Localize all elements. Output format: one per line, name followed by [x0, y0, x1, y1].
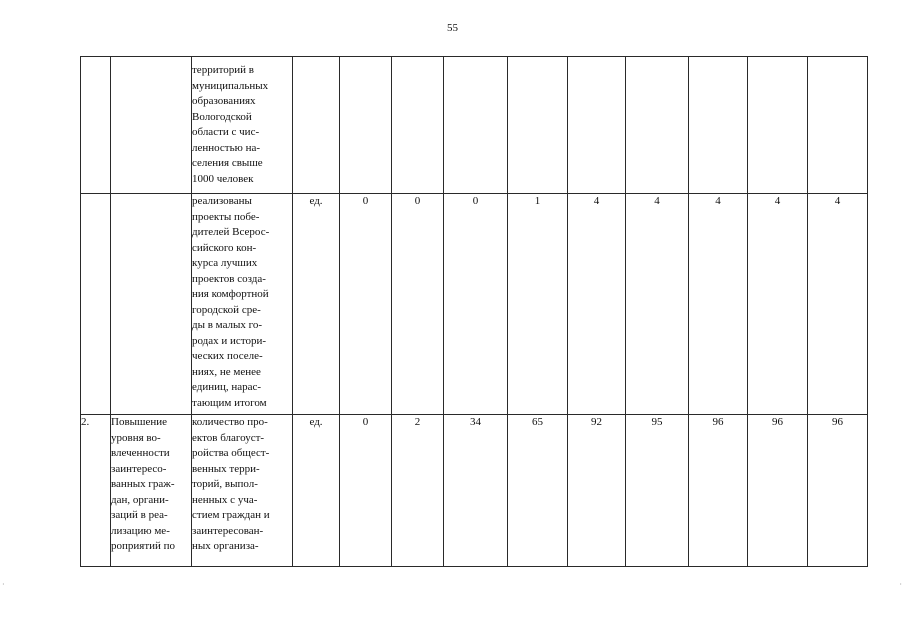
cell-line: 1000 человек: [192, 172, 254, 185]
cell-line: реализованы: [192, 195, 252, 207]
cell-line: ниях, не менее: [192, 365, 261, 378]
value-cell: [748, 57, 808, 194]
value-cell: 2: [392, 415, 444, 567]
cell-line: единиц, нарас-: [192, 381, 262, 393]
cell-line: муниципальных: [192, 79, 269, 92]
table-row: [81, 57, 868, 194]
cell-line: стием граждан и: [192, 509, 270, 521]
value-cell: 0: [444, 194, 508, 415]
value-cell: 34: [444, 415, 508, 567]
value-cell: [508, 57, 568, 194]
cell-line: ненных с уча-: [192, 493, 258, 506]
cell-line: дителей Всерос-: [192, 226, 270, 238]
cell-line: ванных граж-: [111, 478, 175, 490]
value-cell: [444, 57, 508, 194]
value-cell: 1: [508, 194, 568, 415]
value-cell: [808, 57, 868, 194]
cell-line: курса лучших: [192, 257, 258, 269]
indicator-table: [80, 56, 868, 567]
indicator-cell: [192, 57, 293, 194]
cell-line: ния комфортной: [192, 288, 269, 300]
row-number-cell: 2.: [81, 415, 111, 567]
cell-line: области с чис-: [192, 126, 260, 138]
value-cell: [568, 57, 626, 194]
value-cell: 92: [568, 415, 626, 567]
cell-line: ды в малых го-: [192, 319, 263, 331]
cell-line: роприятий по: [111, 540, 176, 552]
scan-mark-right: ·: [899, 580, 902, 589]
unit-cell: ед.: [293, 415, 340, 567]
cell-line: Вологодской: [192, 110, 252, 123]
value-cell: 4: [689, 194, 748, 415]
table-row: [81, 194, 868, 415]
cell-line: проекты побе-: [192, 210, 260, 223]
cell-line: тающим итогом: [192, 396, 267, 409]
cell-line: Повышение: [111, 416, 168, 428]
indicator-cell: [192, 415, 293, 567]
value-cell: 4: [568, 194, 626, 415]
value-cell: [340, 57, 392, 194]
cell-line: ленностью на-: [192, 141, 261, 154]
cell-line: городской сре-: [192, 303, 261, 316]
cell-line: количество про-: [192, 416, 268, 428]
row-number-cell: [81, 194, 111, 415]
cell-line: проектов созда-: [192, 272, 266, 285]
value-cell: 96: [689, 415, 748, 567]
row-number-cell: [81, 57, 111, 194]
value-cell: 4: [808, 194, 868, 415]
page-number: 55: [447, 22, 458, 34]
value-cell: 0: [392, 194, 444, 415]
cell-line: ных организа-: [192, 540, 259, 552]
value-cell: 65: [508, 415, 568, 567]
value-cell: [392, 57, 444, 194]
cell-line: ройства общест-: [192, 447, 270, 459]
table-row: [81, 415, 868, 567]
unit-cell: ед.: [293, 194, 340, 415]
unit-cell: [293, 57, 340, 194]
cell-line: уровня во-: [111, 431, 161, 444]
cell-line: территорий в: [192, 64, 254, 76]
value-cell: 96: [748, 415, 808, 567]
value-cell: 96: [808, 415, 868, 567]
indicator-cell: [192, 194, 293, 415]
goal-cell: [111, 57, 192, 194]
table-body: [81, 57, 868, 567]
value-cell: 4: [748, 194, 808, 415]
value-cell: 0: [340, 194, 392, 415]
cell-line: торий, выпол-: [192, 478, 258, 490]
cell-line: ектов благоуст-: [192, 431, 265, 444]
value-cell: [689, 57, 748, 194]
cell-line: заинтересован-: [192, 524, 264, 537]
cell-line: заинтересо-: [111, 462, 167, 475]
value-cell: 4: [626, 194, 689, 415]
cell-line: влеченности: [111, 447, 170, 459]
cell-line: сийского кон-: [192, 241, 257, 254]
cell-line: венных терри-: [192, 462, 260, 475]
cell-line: ческих поселе-: [192, 350, 263, 362]
cell-line: селения свыше: [192, 157, 263, 169]
cell-line: лизацию ме-: [111, 524, 170, 537]
goal-cell: [111, 415, 192, 567]
cell-line: заций в реа-: [111, 509, 168, 521]
goal-cell: [111, 194, 192, 415]
cell-line: дан, органи-: [111, 493, 169, 506]
scan-mark-left: ·: [2, 580, 5, 589]
cell-line: родах и истори-: [192, 334, 267, 347]
value-cell: 95: [626, 415, 689, 567]
cell-line: образованиях: [192, 95, 256, 107]
value-cell: 0: [340, 415, 392, 567]
value-cell: [626, 57, 689, 194]
